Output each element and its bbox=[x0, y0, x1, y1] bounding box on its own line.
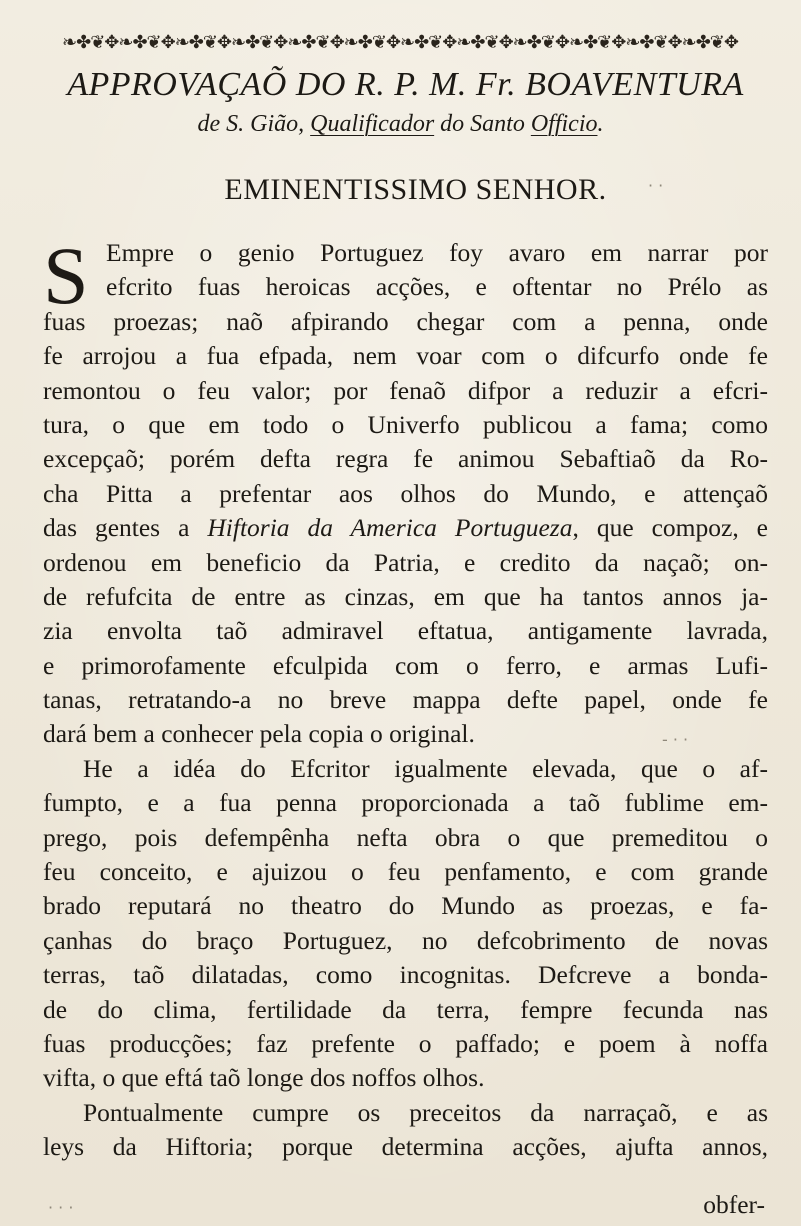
ornamental-header-band bbox=[28, 30, 772, 56]
subtitle-name: Gião bbox=[250, 111, 299, 137]
text-line: çanhas do braço Portuguez, no defcobrimento de novas bbox=[43, 925, 768, 955]
text-line: prego, pois defempênha nefta obra o que premeditou o bbox=[43, 822, 768, 852]
paper-speck-icon: - · · bbox=[662, 730, 689, 749]
subtitle-office: Officio bbox=[530, 111, 598, 137]
text-line: He a idéa do Efcritor igualmente elevada, que o af- bbox=[83, 753, 768, 783]
text-line: tanas, retratando-a no breve mappa defte papel, onde fe bbox=[43, 685, 768, 715]
paper-speck-icon: · · bbox=[648, 176, 664, 195]
text-line: e primorofamente efculpida com o ferro, e armas Lufi- bbox=[43, 650, 768, 680]
catchword: obfer- bbox=[703, 1190, 765, 1219]
text-line: zia envolta taõ admiravel eftatua, antigamente lavrada, bbox=[43, 616, 768, 646]
text-segment: , que compoz, e bbox=[572, 513, 768, 543]
subtitle-role: Qualificador bbox=[310, 111, 435, 137]
subtitle-prefix: de S. bbox=[197, 111, 251, 137]
text-line: ordenou em beneficio da Patria, e credito da naçaõ; on- bbox=[43, 547, 768, 577]
text-line: excepçaõ; porém defta regra fe animou Sebaftiaõ da Ro- bbox=[43, 444, 768, 474]
fleuron-border-icon: ❧✤❦✥❧✤❦✥❧✤❦✥❧✤❦✥❧✤❦✥❧✤❦✥❧✤❦✥❧✤❦✥❧✤❦✥❧✤❦✥❧✤❦✥❧✤❦✥ bbox=[62, 32, 738, 53]
text-line: brado reputará no theatro do Mundo as proezas, e fa- bbox=[43, 891, 768, 921]
text-line: Pontualmente cumpre os preceitos da narraçaõ, e as bbox=[83, 1097, 768, 1127]
text-line: feu conceito, e ajuizou o feu penfamento, e com grande bbox=[43, 857, 768, 887]
paper-speck-icon: · · · bbox=[48, 1198, 74, 1217]
subtitle-separator: , bbox=[298, 111, 311, 137]
text-line: tura, o que em todo o Univerfo publicou a fama; como bbox=[43, 409, 768, 439]
approval-title: APPROVAÇAÕ DO R. P. M. Fr. BOAVENTURA bbox=[67, 66, 744, 103]
text-line: vifta, o que eftá taõ longe dos noffos olhos. bbox=[43, 1063, 485, 1093]
subtitle-middle: do Santo bbox=[434, 111, 531, 137]
text-line: fumpto, e a fua penna proporcionada a taõ fublime em- bbox=[43, 788, 768, 818]
text-line-with-book-title bbox=[43, 511, 768, 545]
text-line: cha Pitta a prefentar aos olhos do Mundo, e attençaõ bbox=[43, 478, 768, 508]
text-line: fe arrojou a fua efpada, nem voar com o difcurfo onde fe bbox=[43, 341, 768, 371]
drop-cap: S bbox=[43, 230, 89, 321]
text-line: de refufcita de entre as cinzas, em que ha tantos annos ja- bbox=[43, 581, 768, 611]
text-line: fuas proezas; naõ afpirando chegar com a penna, onde bbox=[43, 306, 768, 336]
text-line: de do clima, fertilidade da terra, fempre fecunda nas bbox=[43, 994, 768, 1024]
text-line: remontou o feu valor; por fenaõ difpor a reduzir a efcri- bbox=[43, 375, 768, 405]
text-segment: das gentes a bbox=[43, 513, 208, 543]
text-line: Empre o genio Portuguez foy avaro em narrar por bbox=[106, 238, 768, 267]
text-line: leys da Hiftoria; porque determina acções, ajufta annos, bbox=[43, 1132, 768, 1162]
salutation-heading: EMINENTISSIMO SENHOR. bbox=[224, 173, 607, 206]
subtitle-end: . bbox=[597, 111, 604, 137]
text-line: fuas producções; faz prefente o paffado; e poem à noffa bbox=[43, 1028, 768, 1058]
text-line: terras, taõ dilatadas, como incognitas. Defcreve a bonda- bbox=[43, 960, 768, 990]
book-title-italic: Hiftoria da America Portugueza bbox=[207, 513, 573, 543]
text-line: efcrito fuas heroicas acções, e oftentar no Prélo as bbox=[106, 272, 768, 302]
approval-subtitle bbox=[0, 108, 801, 140]
body-text bbox=[43, 230, 768, 1165]
text-line: dará bem a conhecer pela copia o original. bbox=[43, 719, 475, 749]
